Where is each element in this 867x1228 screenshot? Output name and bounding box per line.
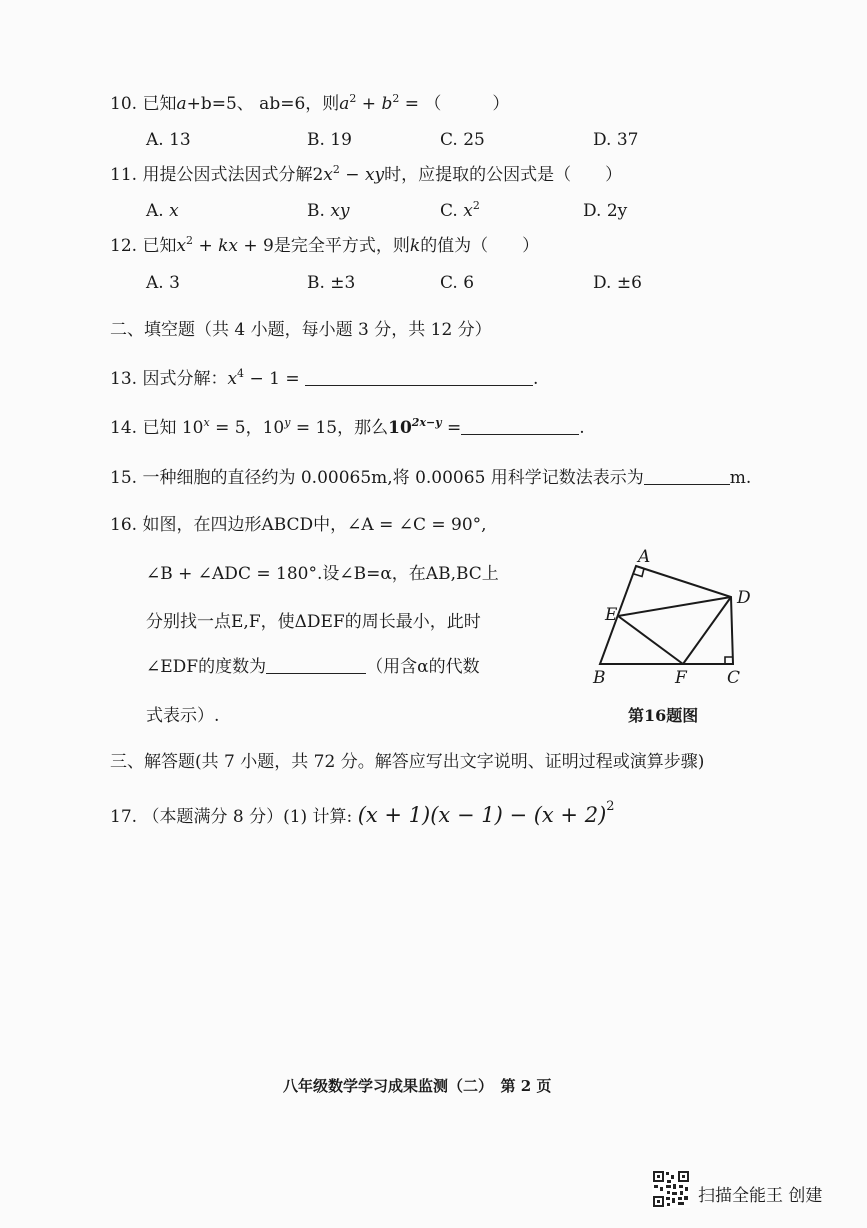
option-b: B. 19 [307, 130, 352, 150]
option-c: C. 6 [440, 273, 475, 293]
question-stem: 如图，在四边形ABCD中，∠A = ∠C = 90°, [142, 515, 487, 535]
segment-fd [683, 597, 731, 664]
answer-blank[interactable] [644, 468, 730, 485]
question-stem: 已知 10 [142, 418, 204, 438]
section-3-title: 三、解答题(共 7 小题，共 72 分。解答应写出文字说明、证明过程或演算步骤) [110, 752, 705, 772]
question-stem-prefix: 用提公因式法因式分解 [142, 165, 313, 185]
math-var: b [381, 94, 393, 114]
label-f: F [675, 668, 687, 688]
question-14: 14. 已知 $10^x = 5$，$10^y = 15$，那么$10^{2x-y}$ = . [110, 416, 585, 438]
math-var: k [409, 236, 421, 256]
option-a: A. x [146, 201, 179, 221]
geometry-figure [585, 542, 765, 692]
question-number: 16. [110, 515, 138, 535]
label-b: B [593, 668, 606, 688]
page-footer: 八年级数学学习成果监测（二） 第 2 页 [283, 1077, 552, 1095]
question-stem-prefix: 已知 [142, 94, 177, 114]
answer-blank[interactable] [266, 657, 366, 674]
math-expr: − 1 = [244, 369, 305, 389]
segment-ed [618, 597, 731, 616]
option-c: C. $x^2$ [440, 199, 480, 221]
qr-code-icon [652, 1170, 690, 1208]
section-2-title: 二、填空题（共 4 小题，每小题 3 分，共 12 分） [110, 320, 492, 340]
label-c: C [727, 668, 741, 688]
question-stem: +b=5、 ab=6，则 [186, 94, 340, 114]
figure-caption: 第16题图 [628, 706, 699, 725]
math-num: 2 [312, 165, 324, 185]
question-number: 17. [110, 807, 138, 827]
question-13: 13. 因式分解：$x^4 - 1$ = . [110, 367, 539, 389]
question-17 [110, 800, 615, 832]
math-op: + [193, 236, 219, 256]
math-formula: (x + 1)(x − 1) − (x + 2) [357, 803, 607, 827]
watermark-text: 扫描全能王 创建 [698, 1186, 823, 1206]
label-d: D [737, 588, 751, 608]
segment-ef [618, 616, 683, 664]
math-var: x [176, 236, 187, 256]
question-11 [110, 163, 622, 187]
option-c: C. 25 [440, 130, 485, 150]
question-stem: 因式分解： [142, 369, 228, 389]
answer-blank[interactable] [461, 418, 579, 435]
exponent: 2 [186, 234, 194, 247]
question-stem: 时，应提取的公因式是（ ） [384, 165, 623, 185]
answer-blank[interactable] [305, 369, 533, 386]
question-16-line-3: 分别找一点E,F，使ΔDEF的周长最小，此时 [146, 612, 481, 632]
math-var: xy [364, 165, 385, 185]
question-12 [110, 234, 539, 258]
question-number: 11. [110, 165, 138, 185]
math-base: 10 [388, 418, 412, 438]
label-a: A [638, 547, 651, 567]
option-d: D. 2y [583, 201, 628, 221]
exponent: 2 [349, 92, 357, 105]
question-stem: + 9是完全平方式，则 [238, 236, 410, 256]
option-b: B. xy [307, 201, 350, 221]
question-number: 10. [110, 94, 138, 114]
answer-paren: = （ ） [399, 94, 510, 114]
question-16-line-2: ∠B + ∠ADC = 180°.设∠B=α，在AB,BC上 [146, 564, 499, 584]
math-var: x [323, 165, 333, 185]
question-number: 14. [110, 418, 138, 438]
math-op: − [339, 165, 365, 185]
question-stem: （本题满分 8 分）(1) 计算: [142, 807, 353, 827]
question-15: 15. 一种细胞的直径约为 0.00065m,将 0.00065 用科学记数法表示为 m. [110, 468, 752, 488]
question-16-line-5: 式表示）. [146, 706, 220, 726]
right-angle-mark-c [725, 657, 733, 664]
question-10 [110, 92, 509, 116]
question-16-line-1 [110, 513, 487, 537]
math-var: kx [218, 236, 238, 256]
exponent: x [203, 416, 210, 429]
math-var: a [176, 94, 187, 114]
math-op: + [356, 94, 382, 114]
exponent: 2 [392, 92, 400, 105]
exponent: y [284, 416, 291, 429]
exponent: 2 [332, 163, 340, 176]
exponent: 2 [606, 799, 615, 814]
question-number: 13. [110, 369, 138, 389]
question-16-line-4: ∠EDF的度数为 （用含α的代数 [146, 657, 480, 677]
question-number: 15. [110, 468, 138, 488]
question-stem-prefix: 已知 [142, 236, 177, 256]
label-e: E [605, 605, 618, 625]
question-stem: 的值为（ ） [420, 236, 540, 256]
option-d: D. 37 [593, 130, 639, 150]
option-a: A. 3 [146, 273, 180, 293]
question-number: 12. [110, 236, 138, 256]
option-d: D. ±6 [593, 273, 642, 293]
exponent: 2x−y [411, 416, 442, 429]
math-var: a [339, 94, 350, 114]
option-b: B. ±3 [307, 273, 356, 293]
option-a: A. 13 [146, 130, 191, 150]
exponent: 4 [237, 367, 245, 380]
math-var: x [227, 369, 238, 389]
question-stem: 一种细胞的直径约为 0.00065m,将 0.00065 用科学记数法表示为 [142, 468, 644, 488]
